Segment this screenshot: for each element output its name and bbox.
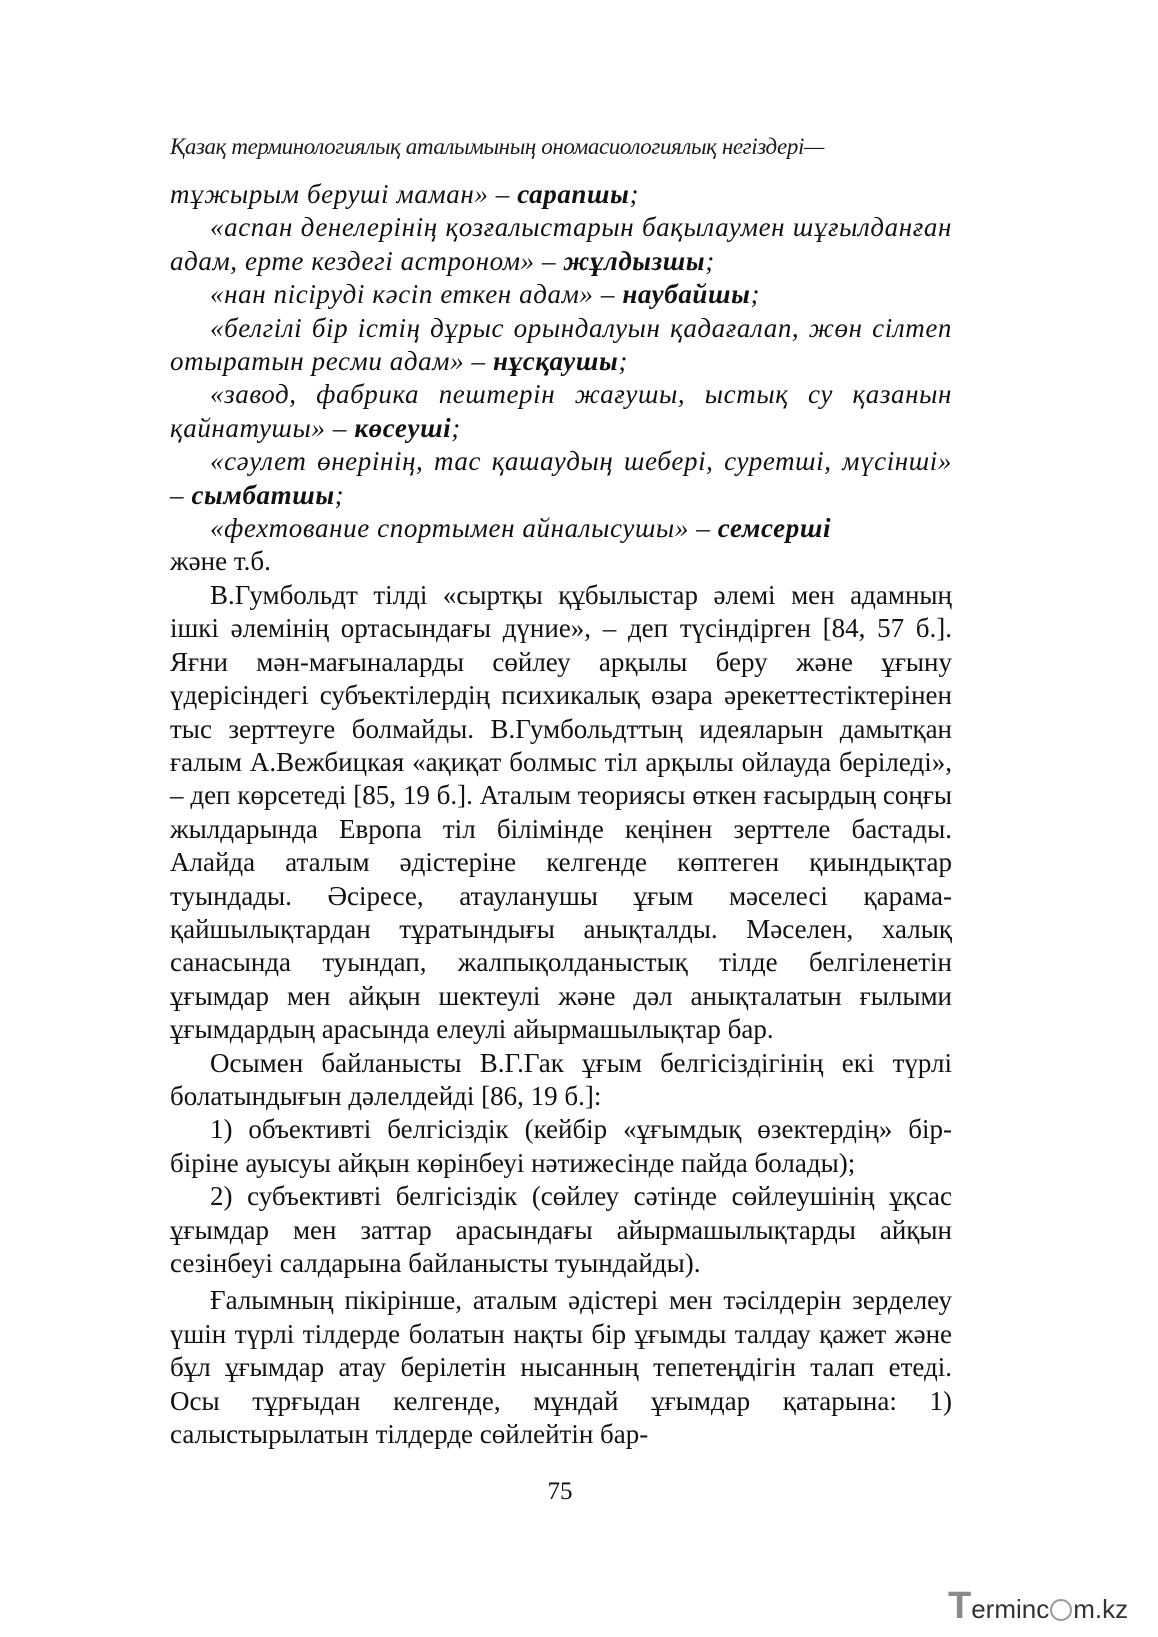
definition-end: ; bbox=[334, 479, 345, 510]
logo-text-b: m.kz bbox=[1073, 1594, 1129, 1624]
term-definition bbox=[170, 445, 952, 512]
definition-text: «аспан денелерінің қозғалыстарын бақылаумен шұғылданған адам, ерте кездегі астроном» – bbox=[170, 212, 952, 276]
list-tail: және т.б. bbox=[170, 546, 271, 577]
paragraph-gak: Осымен байланысты В.Г.Гак ұғым белгісіздігінің екі түрлі болатындығын дәлелдейді [86, 19 б.]: bbox=[170, 1047, 952, 1111]
defined-term: сарапшы bbox=[517, 179, 630, 209]
term-definition bbox=[170, 211, 952, 278]
definition-text: «фехтование спортымен айналысушы» – bbox=[210, 513, 718, 544]
term-definition bbox=[170, 312, 952, 379]
page-number: 75 bbox=[547, 1478, 573, 1505]
definition-text: тұжырым беруші маман» – bbox=[170, 179, 518, 209]
running-header: Қазақ терминологиялық аталымының ономасиологиялық негіздері— bbox=[170, 134, 824, 159]
term-definition bbox=[170, 178, 952, 211]
definition-text: «завод, фабрика пештерін жағушы, ыстық су қазанын қайнатушы» – bbox=[170, 379, 952, 443]
defined-term: сымбатшы bbox=[191, 479, 335, 510]
logo-letter: T bbox=[948, 1585, 972, 1627]
definition-end: ; bbox=[629, 179, 640, 209]
definition-end: ; bbox=[618, 346, 628, 377]
terminkom-logo[interactable] bbox=[948, 1585, 1128, 1628]
paragraph-subjective: 2) субъективті белгісіздік (сөйлеу сәтінде сөйлеушінің ұқсас ұғымдар мен заттар арасындағы айырмашылықтарды айқын сезінбеуі салдарына байланысты туындайды). bbox=[170, 1181, 952, 1278]
defined-term: семсерші bbox=[717, 513, 832, 544]
paragraph-humboldt: В.Гумбольдт тілді «сыртқы құбылыстар әлемі мен адамның ішкі әлемінің ортасындағы дүние», – деп түсіндірген [84, 57 б.]. Яғни мән-мағыналарды сөйлеу арқылы беру және ұғыну үдерісіндегі субъектілердің психикалық өзара әрекеттестіктерінен тыс зерттеуге болмайды. В.Гумбольдттың идеяларын дамытқан ғалым А.Вежбицкая «ақиқат болмыс тіл арқылы ойлауда беріледі», – деп көрсетеді [85, 19 б.]. Аталым теориясы өткен ғасырдың соңғы жылдарында Европа тіл білімінде кеңінен зерттеле бастады. Алайда аталым әдістеріне келгенде көптеген қиындықтар туындады. Әсіресе, атауланушы ұғым мәселесі қарама-қайшылықтардан тұратындығы анықталды. Мәселен, халық санасында туындап, жалпықолданыстық тілде белгіленетін ұғымдар мен айқын шектеулі және дәл анықталатын ғылыми ұғымдардың арасында елеулі айырмашылықтар бар. bbox=[170, 579, 952, 1045]
paragraph-scholar-opinion: Ғалымның пікірінше, аталым әдістері мен тәсілдерін зерделеу үшін түрлі тілдерде болатын нақты бір ұғымды талдау қажет және бұл ұғымдар атау берілетін нысанның тепетеңдігін талап етеді. Осы тұрғыдан келгенде, мұндай ұғымдар қатарына: 1) салыстырылатын тілдерде сөйлейтін бар- bbox=[170, 1285, 952, 1450]
term-definition bbox=[170, 378, 952, 445]
definition-text: «белгілі бір істің дұрыс орындалуын қадағалап, жөн сілтеп отыратын ресми адам» – bbox=[170, 312, 952, 377]
definition-end: ; bbox=[451, 412, 461, 443]
defined-term: наубайшы bbox=[622, 279, 751, 310]
defined-term: жұлдызшы bbox=[563, 245, 706, 276]
definition-end: ; bbox=[705, 245, 715, 276]
term-definition bbox=[170, 512, 952, 545]
definition-end: ; bbox=[750, 279, 761, 310]
definition-text: «сәулет өнерінің, тас қашаудың шебері, суретші, мүсінші» – bbox=[170, 446, 952, 510]
defined-term: нұсқаушы bbox=[493, 346, 619, 377]
magnifier-icon bbox=[1050, 1599, 1072, 1621]
term-definition bbox=[170, 278, 952, 311]
paragraph-objective: 1) объективті белгісіздік (кейбір «ұғымдық өзектердің» бірбіріне ауысуы айқын көрінбеуі нәтижесінде пайда болады); bbox=[170, 1114, 952, 1178]
definition-text: «нан пісіруді кәсіп еткен адам» – bbox=[210, 279, 623, 310]
page-body bbox=[170, 178, 952, 1451]
defined-term: көсеуші bbox=[354, 412, 452, 443]
logo-text-a: erminc bbox=[971, 1594, 1050, 1624]
